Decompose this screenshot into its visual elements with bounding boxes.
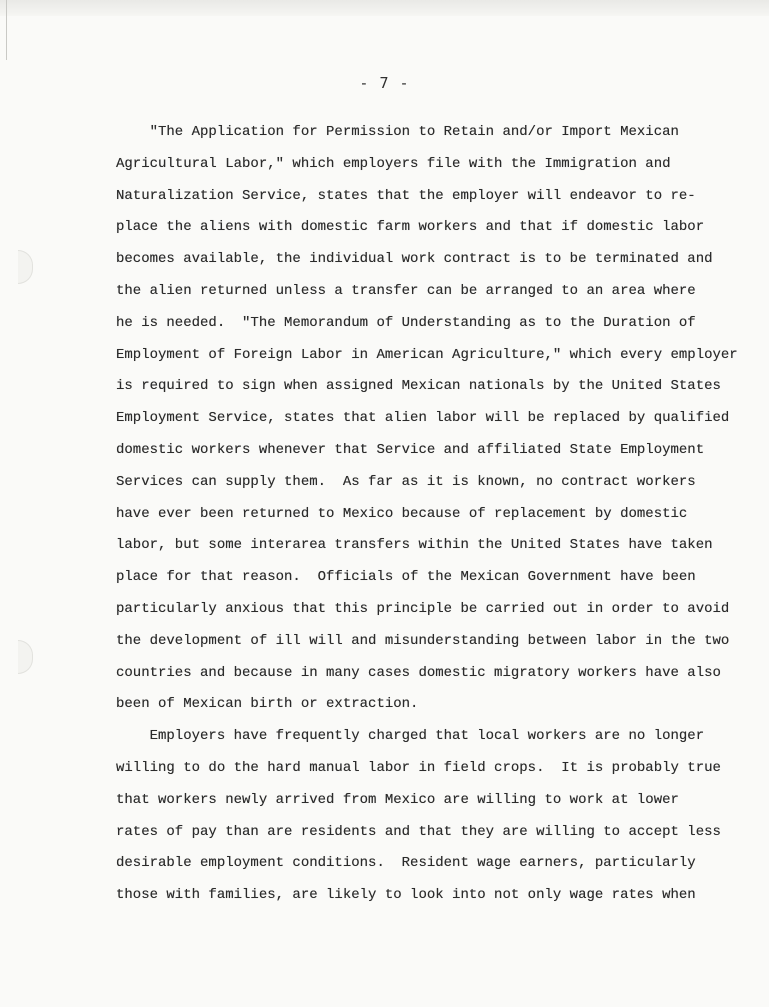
text-line: Employers have frequently charged that local workers are no longer [116,728,705,745]
text-line: Services can supply them. As far as it is known, no contract workers [116,473,696,490]
text-line: those with families, are likely to look into not only wage rates when [116,887,696,904]
text-line: rates of pay than are residents and that they are willing to accept less [116,823,721,840]
text-line: the alien returned unless a transfer can be arranged to an area where [116,282,696,299]
text-line: been of Mexican birth or extraction. [116,696,419,713]
text-line: countries and because in many cases domestic migratory workers have also [116,664,721,681]
text-line: the development of ill will and misunderstanding between labor in the two [116,632,730,649]
punch-hole [18,640,33,674]
text-line: he is needed. "The Memorandum of Understanding as to the Duration of [116,314,696,331]
punch-hole [18,250,33,284]
text-line: is required to sign when assigned Mexican nationals by the United States [116,378,721,395]
text-line: place the aliens with domestic farm workers and that if domestic labor [116,219,705,236]
document-body [116,117,738,912]
page-number: - 7 - [359,74,410,92]
scan-top-edge [0,0,769,16]
text-line: becomes available, the individual work contract is to be terminated and [116,251,713,268]
text-line: Agricultural Labor," which employers file with the Immigration and [116,155,671,172]
text-line: have ever been returned to Mexico because of replacement by domestic [116,505,688,522]
text-line: Employment of Foreign Labor in American Agriculture," which every employer [116,346,738,363]
text-line: "The Application for Permission to Retain and/or Import Mexican [116,124,679,140]
text-line: that workers newly arrived from Mexico are willing to work at lower [116,791,679,808]
text-line: place for that reason. Officials of the Mexican Government have been [116,569,696,586]
text-line: willing to do the hard manual labor in field crops. It is probably true [116,759,721,776]
text-line: particularly anxious that this principle be carried out in order to avoid [116,600,730,617]
text-line: Employment Service, states that alien labor will be replaced by qualified [116,410,730,427]
scan-left-edge-mark [0,0,7,60]
text-line: labor, but some interarea transfers within the United States have taken [116,537,713,554]
text-line: desirable employment conditions. Resident wage earners, particularly [116,855,696,872]
text-line: Naturalization Service, states that the employer will endeavor to re- [116,187,696,204]
text-line: domestic workers whenever that Service and affiliated State Employment [116,441,705,458]
